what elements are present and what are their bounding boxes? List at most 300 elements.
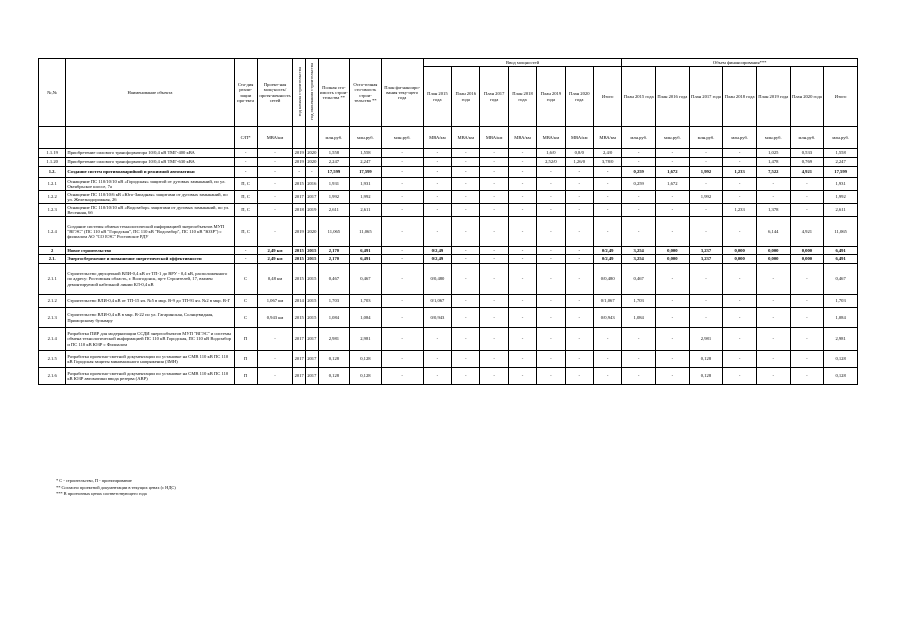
table-cell: - xyxy=(622,158,656,167)
table-cell: 2,247 xyxy=(318,158,350,167)
table-cell: - xyxy=(622,368,656,385)
table-cell: - xyxy=(508,178,536,191)
table-cell: 2,4/0 xyxy=(593,149,621,158)
table-cell: 1,558 xyxy=(824,149,858,158)
header-input-2017: План 2017 года xyxy=(480,67,508,127)
header-plan-financing: План фи-нансиро-вания теку-щего года xyxy=(381,59,423,127)
table-cell: - xyxy=(565,368,593,385)
table-cell: - xyxy=(689,149,723,158)
table-cell: 2017 xyxy=(293,328,306,351)
table-cell: - xyxy=(689,178,723,191)
object-name: Энергосбережение и повышение энергетической эффективности xyxy=(66,255,234,264)
table-cell: - xyxy=(565,247,593,255)
table-cell: 0,128 xyxy=(318,368,350,385)
table-cell: 2020 xyxy=(306,149,319,158)
table-cell: - xyxy=(381,178,423,191)
table-cell: 0,128 xyxy=(350,368,382,385)
table-cell: - xyxy=(423,191,451,204)
table-cell: - xyxy=(593,191,621,204)
table-cell: - xyxy=(480,255,508,264)
table-cell: - xyxy=(381,295,423,308)
row-number: 2.1.3 xyxy=(39,308,66,328)
table-cell: - xyxy=(452,167,480,178)
table-cell: 17,599 xyxy=(350,167,382,178)
table-cell: 1,067 км xyxy=(257,295,293,308)
table-cell: 6,491 xyxy=(824,247,858,255)
table-cell: 2,981 xyxy=(318,328,350,351)
table-cell: 0,128 xyxy=(824,368,858,385)
table-cell: - xyxy=(790,178,824,191)
table-cell: 0,128 xyxy=(689,351,723,368)
table-cell: 0,48 км xyxy=(257,264,293,295)
header-finance-2020: План 2020 года xyxy=(790,67,824,127)
table-cell: 0/0,943 xyxy=(593,308,621,328)
row-number: 1.2.4 xyxy=(39,217,66,247)
table-cell: 2,49 км xyxy=(257,255,293,264)
table-cell: - xyxy=(381,217,423,247)
table-cell: 1,084 xyxy=(350,308,382,328)
row-number: 2.1.1 xyxy=(39,264,66,295)
table-cell: - xyxy=(423,204,451,217)
table-cell: - xyxy=(723,149,757,158)
object-name: Строительство двухцепной ВЛИ-0,4 кВ от ТП-1 до ВРУ - 0,4 кВ, расположенного по адресу: Ростовская область, г. Волгодонск, пр-т Строителей, 17, взамен демонтируемой кабельной линии КЛ-0,4 кВ xyxy=(66,264,234,295)
table-cell: - xyxy=(593,204,621,217)
table-cell: 1,703 xyxy=(622,295,656,308)
table-cell: 2015 xyxy=(293,178,306,191)
table-cell: - xyxy=(689,158,723,167)
table-cell: 0,000 xyxy=(723,247,757,255)
table-cell: - xyxy=(656,295,690,308)
table-cell: - xyxy=(480,295,508,308)
header-input-2018: План 2018 года xyxy=(508,67,536,127)
row-number: 1.2.2 xyxy=(39,191,66,204)
table-row xyxy=(39,247,858,255)
table-cell: - xyxy=(381,158,423,167)
table-cell: 0,769 xyxy=(790,158,824,167)
table-cell: 2015 xyxy=(293,308,306,328)
table-cell: - xyxy=(689,264,723,295)
table-cell: - xyxy=(508,351,536,368)
table-cell: - xyxy=(790,328,824,351)
table-cell: - xyxy=(452,217,480,247)
table-cell: - xyxy=(452,247,480,255)
table-cell: 2015 xyxy=(294,247,304,253)
table-cell: - xyxy=(723,191,757,204)
table-cell: 0,000 xyxy=(656,247,690,255)
table-cell: П, С xyxy=(234,217,257,247)
table-cell: - xyxy=(622,217,656,247)
table-cell: - xyxy=(480,264,508,295)
table-cell: 2015 xyxy=(306,255,319,264)
table-cell: 2,247 xyxy=(350,158,382,167)
unit-cell: МВА/км xyxy=(593,127,621,149)
unit-cell: млн.руб. xyxy=(824,127,858,149)
table-cell: - xyxy=(508,264,536,295)
table-cell: 1,992 xyxy=(689,167,723,178)
table-cell: 3,78/0 xyxy=(593,158,621,167)
table-cell: 2,170 xyxy=(318,247,350,255)
table-cell: - xyxy=(790,204,824,217)
table-cell: 1,025 xyxy=(756,149,790,158)
table-cell: 2020 xyxy=(306,217,319,247)
header-design-capacity: Проект-ная мощ-ность/ протя-женность сетей xyxy=(257,59,293,127)
table-cell: 3,237 xyxy=(689,255,723,264)
table-cell: - xyxy=(423,167,451,178)
table-cell: - xyxy=(452,149,480,158)
units-blank-name xyxy=(66,127,234,149)
table-cell: 17,599 xyxy=(824,167,858,178)
table-cell: 2017 xyxy=(293,368,306,385)
table-cell: - xyxy=(723,351,757,368)
table-body xyxy=(39,149,858,385)
table-cell: 2015 xyxy=(307,247,317,253)
footnote-2: ** Согласно проектной документации в текущих ценах (с НДС) xyxy=(56,484,176,490)
table-cell: 0,943 км xyxy=(257,308,293,328)
table-cell: 11,065 xyxy=(824,217,858,247)
table-cell: С xyxy=(234,308,257,328)
table-cell: 0/0,480 xyxy=(423,264,451,295)
investment-program-table-sheet xyxy=(38,58,858,385)
table-cell: - xyxy=(537,295,565,308)
table-cell: - xyxy=(381,368,423,385)
unit-cell: млн.руб. xyxy=(790,127,824,149)
table-cell: - xyxy=(480,204,508,217)
table-row xyxy=(39,368,858,385)
table-cell: П, С xyxy=(234,191,257,204)
investment-table xyxy=(38,58,858,385)
header-finance-2019: План 2019 года xyxy=(756,67,790,127)
table-cell: - xyxy=(508,217,536,247)
table-cell: 2016 xyxy=(306,178,319,191)
table-cell: - xyxy=(381,351,423,368)
table-cell: 1,478 xyxy=(756,158,790,167)
table-cell: - xyxy=(480,158,508,167)
table-row xyxy=(39,158,858,167)
table-cell: 2015 xyxy=(293,264,306,295)
table-cell: 2,170 xyxy=(318,255,350,264)
footnotes xyxy=(56,478,176,498)
table-cell: - xyxy=(565,204,593,217)
table-cell: 6,144 xyxy=(756,217,790,247)
table-cell: 1,703 xyxy=(350,295,382,308)
table-cell: - xyxy=(565,191,593,204)
table-cell: 2019 xyxy=(293,149,306,158)
header-group-input: Ввод мощностей xyxy=(423,59,622,67)
table-cell: 0,467 xyxy=(824,264,858,295)
row-number: 1.1.19 xyxy=(39,149,66,158)
table-cell: - xyxy=(656,217,690,247)
table-cell: - xyxy=(756,351,790,368)
table-cell: - xyxy=(537,178,565,191)
unit-cell: МВА/км xyxy=(480,127,508,149)
table-cell: 0,128 xyxy=(350,351,382,368)
header-remaining-cost: Оста-точная сто-имость строи-тельства ** xyxy=(350,59,382,127)
table-row xyxy=(39,328,858,351)
table-cell: - xyxy=(423,149,451,158)
table-cell: - xyxy=(508,295,536,308)
unit-cell xyxy=(293,127,306,149)
table-row xyxy=(39,149,858,158)
table-cell: 1,378 xyxy=(756,204,790,217)
table-cell: 0,533 xyxy=(790,149,824,158)
table-row xyxy=(39,191,858,204)
header-end-year-text: год окончания строительства xyxy=(309,63,315,121)
table-cell: 1,233 xyxy=(723,167,757,178)
object-name: Разработка проектно-сметной документации по установке на СМВ 110 кВ ПС 110 кВ Городская защиты минимального напряжения (ЗМН) xyxy=(66,351,234,368)
table-cell: - xyxy=(452,158,480,167)
row-number: 2 xyxy=(39,247,66,255)
table-cell: - xyxy=(381,308,423,328)
table-cell: - xyxy=(257,368,293,385)
table-cell: - xyxy=(306,167,319,178)
table-cell: - xyxy=(508,328,536,351)
table-cell: - xyxy=(537,264,565,295)
table-cell: 0,467 xyxy=(350,264,382,295)
table-cell: - xyxy=(423,368,451,385)
table-cell: 1,6/0 xyxy=(537,149,565,158)
table-row xyxy=(39,167,858,178)
table-cell: - xyxy=(452,204,480,217)
table-cell: - xyxy=(480,351,508,368)
unit-cell: млн.руб. xyxy=(318,127,350,149)
object-name: Создание систем противоаварийной и режимной автоматики xyxy=(66,167,234,178)
header-start-year-text: год начала строительства xyxy=(296,67,302,117)
header-finance-total: Итого xyxy=(824,67,858,127)
table-cell: - xyxy=(452,368,480,385)
table-cell: П, С xyxy=(234,178,257,191)
table-row xyxy=(39,204,858,217)
table-cell: 2019 xyxy=(293,158,306,167)
table-cell: 2,611 xyxy=(824,204,858,217)
table-cell: 0,128 xyxy=(318,351,350,368)
row-number: 2.1.6 xyxy=(39,368,66,385)
table-cell: 1,992 xyxy=(824,191,858,204)
table-cell: 0/1,067 xyxy=(423,295,451,308)
table-cell: 11,065 xyxy=(350,217,382,247)
table-cell: - xyxy=(234,149,257,158)
table-cell: - xyxy=(723,295,757,308)
unit-cell: МВА/км xyxy=(452,127,480,149)
table-cell: - xyxy=(593,351,621,368)
table-cell: 2,611 xyxy=(318,204,350,217)
table-cell: - xyxy=(565,255,593,264)
table-cell: - xyxy=(656,351,690,368)
table-cell: - xyxy=(593,368,621,385)
table-cell: 4,921 xyxy=(790,217,824,247)
table-cell: - xyxy=(656,149,690,158)
table-cell: С xyxy=(234,295,257,308)
table-cell: 2017 xyxy=(306,328,319,351)
table-cell: - xyxy=(257,158,293,167)
table-cell: - xyxy=(656,264,690,295)
unit-cell: МВА/км xyxy=(565,127,593,149)
table-cell: 2015 xyxy=(293,255,306,264)
table-cell: - xyxy=(565,264,593,295)
table-cell: - xyxy=(790,368,824,385)
table-cell: - xyxy=(537,191,565,204)
object-name: Разработка проектно-сметной документации по установке на СМВ 110 кВ ПС 110 кВ ЮЗР автоматики ввода резерва (АВР) xyxy=(66,368,234,385)
table-cell: - xyxy=(593,328,621,351)
object-name: Приобретение силового трансформатора 10/0,4 кВ ТМГ-400 кВА xyxy=(66,149,234,158)
table-cell: - xyxy=(234,255,257,264)
row-number: 1.2.1 xyxy=(39,178,66,191)
header-input-2016: План 2016 года xyxy=(452,67,480,127)
row-number: 1.1.20 xyxy=(39,158,66,167)
table-cell: - xyxy=(508,368,536,385)
table-cell: П xyxy=(234,328,257,351)
table-cell: - xyxy=(790,351,824,368)
unit-cell: млн.руб. xyxy=(756,127,790,149)
header-end-year xyxy=(306,59,319,127)
table-cell: 0/2,49 xyxy=(593,247,621,255)
table-cell: - xyxy=(565,167,593,178)
table-cell: 17,599 xyxy=(318,167,350,178)
table-cell: - xyxy=(622,149,656,158)
table-cell: 2017 xyxy=(306,351,319,368)
object-name: Строительство ВЛИ-0,4 кВ от ТП-15 яч. №5 в мкр. В-9 до ТП-91 яч. №2 в мкр. В-Г xyxy=(66,295,234,308)
table-cell: - xyxy=(452,308,480,328)
table-cell: 2,52/0 xyxy=(537,158,565,167)
table-cell: - xyxy=(593,167,621,178)
table-cell: - xyxy=(593,178,621,191)
table-cell: - xyxy=(689,295,723,308)
header-num: №,№ xyxy=(39,59,66,127)
table-cell: - xyxy=(756,264,790,295)
object-name: Оснащение ПС 110/10/10 кВ «Водозабор» защитами от дуговых замыканий, по ул. Весенняя, 6б xyxy=(66,204,234,217)
table-cell: - xyxy=(723,178,757,191)
table-cell: - xyxy=(257,178,293,191)
table-cell: - xyxy=(565,178,593,191)
table-cell: 0,8/0 xyxy=(565,149,593,158)
unit-cell: млн.руб. xyxy=(622,127,656,149)
table-cell: - xyxy=(480,217,508,247)
unit-cell: млн.руб. xyxy=(350,127,382,149)
table-cell: - xyxy=(381,255,423,264)
table-cell: - xyxy=(257,351,293,368)
table-cell: 1,672 xyxy=(656,178,690,191)
table-cell: - xyxy=(756,295,790,308)
table-cell: - xyxy=(790,295,824,308)
table-cell: 2017 xyxy=(293,191,306,204)
table-cell: 1,992 xyxy=(318,191,350,204)
header-finance-2016: План 2016 года xyxy=(656,67,690,127)
table-cell: - xyxy=(293,167,306,178)
header-group-row xyxy=(39,59,858,67)
header-stage: Ста-дия реали-зации про-екта xyxy=(234,59,257,127)
table-cell: - xyxy=(423,217,451,247)
table-cell: 0,000 xyxy=(790,255,824,264)
table-cell: 0,467 xyxy=(318,264,350,295)
table-cell: - xyxy=(452,255,480,264)
table-cell: П xyxy=(234,351,257,368)
table-cell: 1,992 xyxy=(350,191,382,204)
table-cell: - xyxy=(257,217,293,247)
table-cell: - xyxy=(723,158,757,167)
table-cell: - xyxy=(508,247,536,255)
table-cell: 0,128 xyxy=(689,368,723,385)
header-finance-2015: План 2015 года xyxy=(622,67,656,127)
table-cell: 2019 xyxy=(306,204,319,217)
table-cell: - xyxy=(537,351,565,368)
table-cell: - xyxy=(234,247,257,255)
table-row xyxy=(39,264,858,295)
table-cell: 2,611 xyxy=(350,204,382,217)
table-cell: 1,931 xyxy=(824,178,858,191)
footnote-3: *** В прогнозных ценах соответствующего года xyxy=(56,491,147,497)
table-cell: 1,233 xyxy=(723,204,757,217)
table-cell: - xyxy=(452,264,480,295)
table-cell: - xyxy=(656,158,690,167)
object-name: Оснащение ПС 110/10/6 кВ «Юго-Западная» защитами от дуговых замыканий, по ул. Железнодорожная, 26 xyxy=(66,191,234,204)
table-cell: 0,000 xyxy=(790,247,824,255)
table-cell: - xyxy=(656,204,690,217)
table-cell: - xyxy=(452,351,480,368)
table-cell: - xyxy=(537,217,565,247)
table-cell: 0/2,49 xyxy=(423,255,451,264)
table-cell: - xyxy=(452,178,480,191)
table-cell: - xyxy=(423,158,451,167)
table-cell: 0,000 xyxy=(756,255,790,264)
table-cell: - xyxy=(723,328,757,351)
header-input-total: Итого xyxy=(593,67,621,127)
table-cell: 2017 xyxy=(306,368,319,385)
header-name: Наименование объекта xyxy=(66,59,234,127)
unit-cell: млн.руб. xyxy=(381,127,423,149)
table-cell: - xyxy=(480,167,508,178)
table-cell: - xyxy=(537,247,565,255)
table-cell: - xyxy=(257,328,293,351)
table-cell: - xyxy=(257,149,293,158)
table-cell: 1,558 xyxy=(350,149,382,158)
table-cell: 1,558 xyxy=(318,149,350,158)
table-cell: 6,491 xyxy=(350,247,382,255)
table-cell: 2,981 xyxy=(689,328,723,351)
table-cell: 2020 xyxy=(306,158,319,167)
table-cell: - xyxy=(622,351,656,368)
table-cell: - xyxy=(381,167,423,178)
table-cell: 1,672 xyxy=(656,167,690,178)
object-name: Приобретение силового трансформатора 10/0,4 кВ ТМГ-630 кВА xyxy=(66,158,234,167)
table-cell: - xyxy=(656,191,690,204)
table-cell: 0,259 xyxy=(622,178,656,191)
header-start-year xyxy=(293,59,306,127)
table-cell: 1,703 xyxy=(318,295,350,308)
table-cell: - xyxy=(257,204,293,217)
table-row xyxy=(39,178,858,191)
table-cell: - xyxy=(565,295,593,308)
table-cell: - xyxy=(622,191,656,204)
table-cell: 2018 xyxy=(293,204,306,217)
table-cell: - xyxy=(452,328,480,351)
table-cell: - xyxy=(537,167,565,178)
row-number: 2.1.2 xyxy=(39,295,66,308)
table-cell: - xyxy=(480,178,508,191)
unit-cell: МВА/км xyxy=(537,127,565,149)
table-row xyxy=(39,295,858,308)
header-finance-2018: План 2018 года xyxy=(723,67,757,127)
table-cell: - xyxy=(423,328,451,351)
table-cell: - xyxy=(723,264,757,295)
table-cell: - xyxy=(480,191,508,204)
table-cell: - xyxy=(689,217,723,247)
units-row xyxy=(39,127,858,149)
table-cell: 2015 xyxy=(306,308,319,328)
table-cell: - xyxy=(723,368,757,385)
table-cell: - xyxy=(257,167,293,178)
table-cell: - xyxy=(508,149,536,158)
table-row xyxy=(39,351,858,368)
table-cell: 0/2,49 xyxy=(593,255,621,264)
